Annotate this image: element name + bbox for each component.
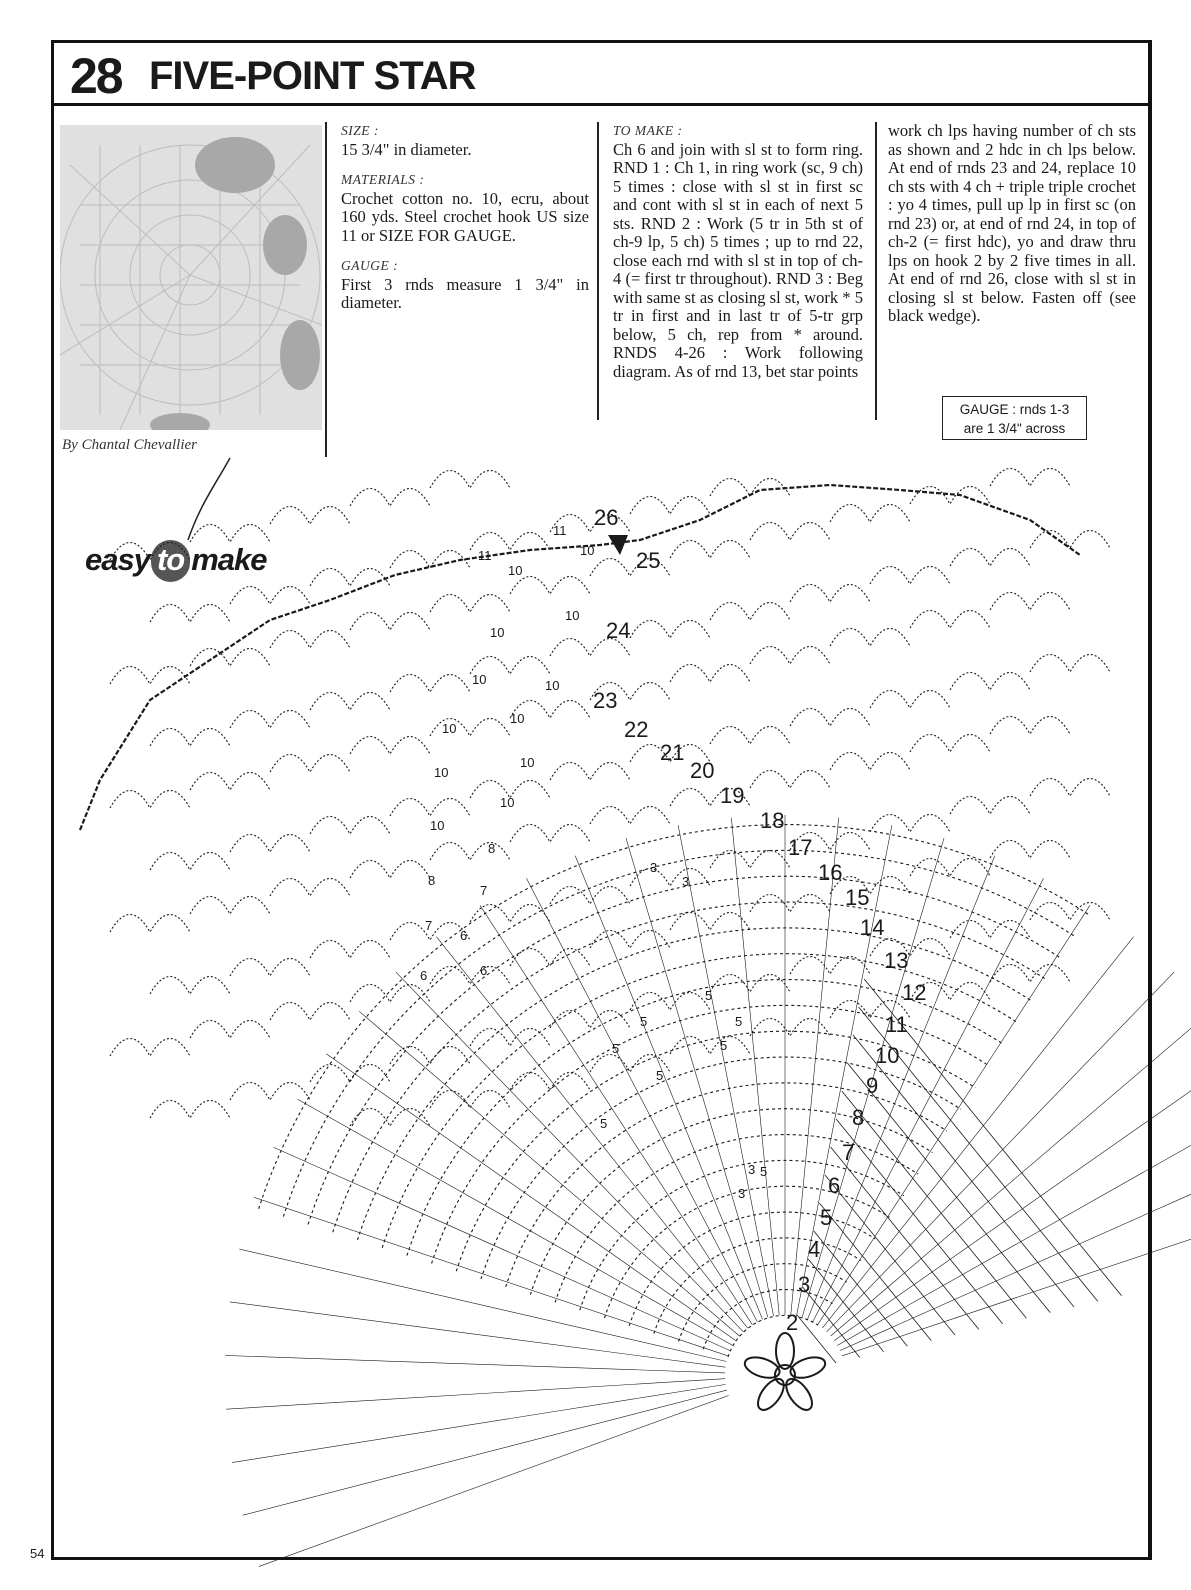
- centre-petal: [776, 1333, 794, 1369]
- round-label: 16: [818, 860, 843, 885]
- pattern-title: FIVE-POINT STAR: [149, 54, 476, 98]
- loop-count-label: 11: [553, 523, 567, 538]
- loop-count-label: 10: [442, 721, 457, 736]
- round-label: 9: [866, 1073, 879, 1098]
- loop-count-label: 10: [472, 672, 487, 687]
- page-number: 54: [30, 1546, 45, 1561]
- round-label: 6: [828, 1173, 841, 1198]
- inner-count-label: 3: [650, 860, 658, 875]
- size-heading: SIZE :: [341, 123, 379, 138]
- loop-count-label: 6: [420, 968, 428, 983]
- round-label: 23: [593, 688, 618, 713]
- size-text: 15 3/4" in diameter.: [341, 139, 472, 159]
- round-label: 4: [808, 1237, 821, 1262]
- badge-word-make: make: [191, 542, 267, 577]
- round-label: 25: [636, 548, 661, 573]
- centre-petal: [753, 1375, 789, 1415]
- loop-count-label: 10: [520, 755, 535, 770]
- loop-count-label: 8: [428, 873, 436, 888]
- round-label: 7: [842, 1140, 855, 1165]
- loop-count-label: 10: [500, 795, 515, 810]
- round-label: 10: [875, 1043, 900, 1068]
- gauge-heading: GAUGE :: [341, 258, 399, 273]
- inner-count-label: 5: [720, 1038, 728, 1053]
- loop-count-label: 7: [425, 918, 433, 933]
- loop-count-label: 10: [545, 678, 560, 693]
- round-label: 15: [845, 885, 870, 910]
- loop-count-label: 10: [580, 543, 595, 558]
- continued-text: work ch lps having number of ch sts as shown and 2 hdc in ch lps below. At end of rnds 23 and 24, replace 10 ch sts with 4 ch + triple triple crochet : yo 4 times, pull up lp in first sc (on rnd 23) or, at end of rnd 24, in top of ch-2 (= first hdc), yo and draw thru lps on hook 2 by 2 five times in all. At end of rnd 26, close with sl st in closing sl st below. Fasten off (see black wedge).: [888, 121, 1136, 325]
- inner-count-label: 5: [600, 1116, 608, 1131]
- round-label: 22: [624, 717, 649, 742]
- round-label: 2: [786, 1310, 799, 1335]
- inner-count-label: 5: [705, 988, 713, 1003]
- badge-word-to: to: [151, 540, 190, 582]
- loop-count-label: 10: [490, 625, 505, 640]
- to-make-text: Ch 6 and join with sl st to form ring. RND 1 : Ch 1, in ring work (sc, 9 ch) 5 times : close with sl st in first sc and cont with sl st in each of next 5 sts. RND 2 : Work (5 tr in 5th st of ch-9 lp, 5 ch) 5 times ; up to rnd 22, close each rnd with sl st in top of ch-4 (= first tr throughout). RND 3 : Beg with same st as closing sl st, work * 5 tr in first and in last tr of 5-tr grp below, 5 ch, rep from * around. RNDS 4-26 : Work following diagram. As of rnd 13, bet star points: [613, 139, 863, 381]
- loop-count-label: 10: [430, 818, 445, 833]
- pattern-number: 28: [70, 48, 122, 104]
- loop-count-label: 6: [480, 963, 488, 978]
- byline: By Chantal Chevallier: [62, 437, 197, 453]
- inner-count-label: 5: [656, 1068, 664, 1083]
- round-label: 21: [660, 740, 685, 765]
- loop-count-label: 10: [434, 765, 449, 780]
- inner-count-label: 3: [738, 1186, 746, 1201]
- round-label: 24: [606, 618, 631, 643]
- round-label: 14: [860, 915, 885, 940]
- materials-heading: MATERIALS :: [341, 172, 425, 187]
- round-label: 19: [720, 783, 745, 808]
- inner-count-label: 5: [735, 1014, 743, 1029]
- gauge-note-line-1: GAUGE : rnds 1-3: [959, 402, 1070, 417]
- round-label: 17: [788, 835, 813, 860]
- loop-count-label: 11: [478, 548, 492, 563]
- centre-petal: [781, 1375, 817, 1415]
- round-label: 13: [884, 948, 909, 973]
- round-label: 20: [690, 758, 715, 783]
- loop-count-label: 10: [510, 711, 525, 726]
- inner-count-label: 5: [760, 1164, 768, 1179]
- inner-count-label: 5: [640, 1014, 648, 1029]
- to-make-heading: TO MAKE :: [613, 123, 683, 138]
- round-label: 18: [760, 808, 785, 833]
- round-label: 11: [885, 1012, 908, 1037]
- gauge-note-line-2: are 1 3/4" across: [963, 421, 1066, 436]
- inner-count-label: 5: [612, 1041, 620, 1056]
- round-label: 5: [820, 1205, 833, 1230]
- fasten-off-wedge: [608, 535, 628, 555]
- loop-count-label: 10: [565, 608, 580, 623]
- badge-word-easy: easy: [85, 542, 150, 577]
- loop-count-label: 8: [488, 841, 496, 856]
- inner-count-label: 3: [748, 1162, 756, 1177]
- loop-count-label: 6: [460, 928, 468, 943]
- inner-count-label: 3: [682, 874, 690, 889]
- round-label: 3: [798, 1272, 811, 1297]
- loop-count-label: 7: [480, 883, 488, 898]
- loop-count-label: 10: [508, 563, 523, 578]
- materials-text: Crochet cotton no. 10, ecru, about 160 yds. Steel crochet hook US size 11 or SIZE FOR GAUGE.: [341, 188, 589, 245]
- diagram-stitches: [80, 469, 1191, 1567]
- gauge-text: First 3 rnds measure 1 3/4" in diameter.: [341, 274, 589, 312]
- round-label: 26: [594, 505, 619, 530]
- round-label: 8: [852, 1105, 865, 1130]
- round-label: 12: [902, 980, 927, 1005]
